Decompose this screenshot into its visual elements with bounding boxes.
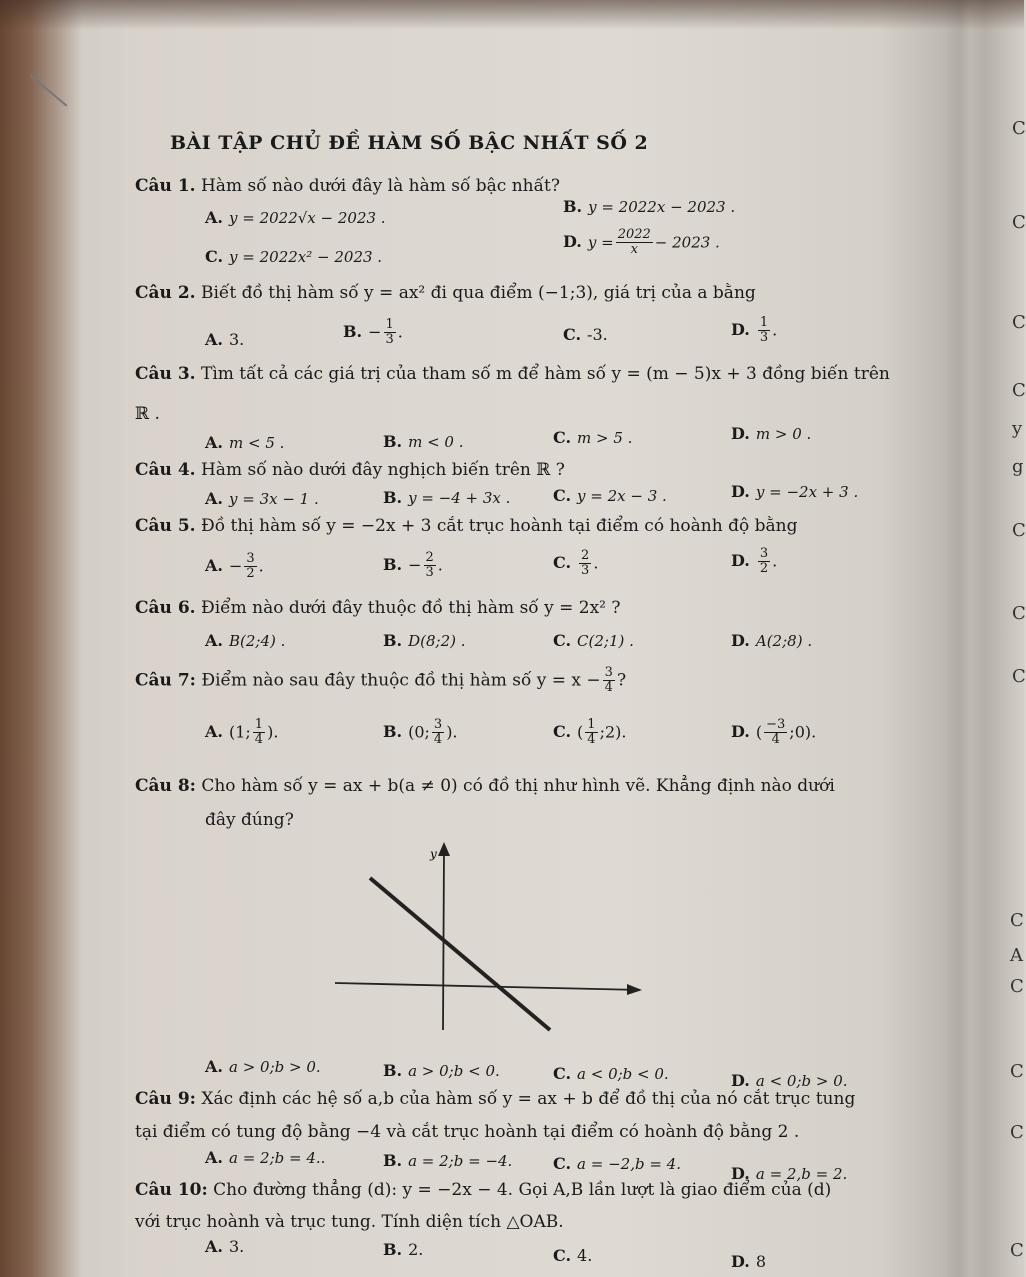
option-1b: B. y = 2022x − 2023 . — [563, 197, 736, 216]
x-axis — [335, 983, 640, 990]
question-4: Câu 4. Hàm số nào dưới đây nghịch biến trên ℝ ? — [135, 460, 565, 480]
option-5d: D. $\frac{3}{2}$ . — [731, 546, 778, 577]
question-2: Câu 2. Biết đồ thị hàm số y = ax² đi qua điểm (−1;3), giá trị của a bằng — [135, 283, 756, 303]
question-10-cont: với trục hoành và trục tung. Tính diện tích △OAB. — [135, 1212, 564, 1232]
edge-mark: C — [1012, 312, 1026, 333]
edge-mark: C — [1010, 976, 1024, 997]
option-5b: B. − $\frac{2}{3}$ . — [383, 550, 443, 581]
option-4c: C. y = 2x − 3 . — [553, 486, 667, 505]
option-6a: A. B(2;4) . — [205, 631, 286, 650]
question-text: Hàm số nào dưới đây là hàm số bậc nhất? — [200, 176, 560, 196]
option-8d: D. a < 0;b > 0. — [731, 1071, 848, 1090]
edge-mark: C — [1010, 1061, 1024, 1082]
question-6: Câu 6. Điểm nào dưới đây thuộc đồ thị hàm số y = 2x² ? — [135, 598, 621, 618]
option-3a: A. m < 5 . — [205, 433, 285, 452]
edge-mark: y — [1012, 418, 1023, 439]
option-7b: B. (0; $\frac{3}{4}$ ). — [383, 717, 458, 748]
option-9b: B. a = 2;b = −4. — [383, 1151, 513, 1170]
question-3-cont: ℝ . — [135, 404, 160, 424]
question-7: Câu 7: Điểm nào sau đây thuộc đồ thị hàm số y = x − $\frac{3}{4}$ ? — [135, 665, 627, 696]
question-9-cont: tại điểm có tung độ bằng −4 và cắt trục hoành tại điểm có hoành độ bằng 2 . — [135, 1122, 800, 1142]
option-3d: D. m > 0 . — [731, 424, 812, 443]
option-9d: D. a = 2,b = 2. — [731, 1164, 848, 1183]
edge-mark: C — [1012, 380, 1026, 401]
edge-mark: C — [1012, 212, 1026, 233]
option-10b: B. 2. — [383, 1240, 424, 1259]
edge-mark: C — [1010, 910, 1024, 931]
option-6b: B. D(8;2) . — [383, 631, 466, 650]
option-5a: A. − $\frac{3}{2}$ . — [205, 551, 264, 582]
edge-mark: C — [1012, 603, 1026, 624]
option-6c: C. C(2;1) . — [553, 631, 634, 650]
question-8: Câu 8: Cho hàm số y = ax + b(a ≠ 0) có đồ thị như hình vẽ. Khẳng định nào dưới — [135, 776, 835, 796]
option-6d: D. A(2;8) . — [731, 631, 813, 650]
y-axis-arrow — [438, 842, 450, 856]
option-1d: D. y = $\frac{2022}{x}$ − 2023 . — [563, 227, 720, 258]
paper-clip-wire — [29, 74, 67, 106]
edge-mark: C — [1012, 118, 1026, 139]
question-9: Câu 9: Xác định các hệ số a,b của hàm số y = ax + b để đồ thị của nó cắt trục tung — [135, 1089, 856, 1109]
edge-mark: C — [1010, 1122, 1024, 1143]
option-7d: D. ( $\frac{-3}{4}$ ;0). — [731, 717, 817, 748]
question-5: Câu 5. Đồ thị hàm số y = −2x + 3 cắt trục hoành tại điểm có hoành độ bằng — [135, 516, 798, 536]
option-8b: B. a > 0;b < 0. — [383, 1061, 500, 1080]
question-10: Câu 10: Cho đường thẳng (d): y = −2x − 4. Gọi A,B lần lượt là giao điểm của (d) — [135, 1180, 832, 1200]
edge-mark: g — [1012, 456, 1024, 477]
option-10c: C. 4. — [553, 1246, 593, 1265]
option-8a: A. a > 0;b > 0. — [205, 1057, 321, 1076]
option-2c: C. -3. — [563, 325, 608, 344]
edge-mark: C — [1012, 520, 1026, 541]
question-3: Câu 3. Tìm tất cả các giá trị của tham số m để hàm số y = (m − 5)x + 3 đồng biến trên — [135, 364, 890, 384]
x-axis-arrow — [627, 984, 642, 995]
option-7c: C. ( $\frac{1}{4}$ ;2). — [553, 717, 627, 748]
option-7a: A. (1; $\frac{1}{4}$ ). — [205, 717, 279, 748]
edge-mark: A — [1010, 945, 1023, 966]
option-1c: C. y = 2022x² − 2023 . — [205, 247, 383, 266]
page-title: BÀI TẬP CHỦ ĐỀ HÀM SỐ BẬC NHẤT SỐ 2 — [170, 132, 649, 154]
question-label: Câu 1. — [135, 176, 196, 196]
option-2d: D. $\frac{1}{3}$ . — [731, 315, 778, 346]
option-8c: C. a < 0;b < 0. — [553, 1064, 669, 1083]
question-1 — [135, 176, 560, 196]
option-2a: A. 3. — [205, 330, 245, 349]
graph-line — [370, 878, 550, 1030]
option-9c: C. a = −2,b = 4. — [553, 1154, 681, 1173]
line-graph-figure — [330, 840, 660, 1040]
option-2b: B. − $\frac{1}{3}$ . — [343, 317, 403, 348]
option-9a: A. a = 2;b = 4.. — [205, 1148, 326, 1167]
option-1a: A. y = 2022√x − 2023 . — [205, 208, 386, 227]
edge-mark: C — [1012, 666, 1026, 687]
option-3c: C. m > 5 . — [553, 428, 633, 447]
option-4d: D. y = −2x + 3 . — [731, 482, 859, 501]
option-5c: C. $\frac{2}{3}$ . — [553, 548, 599, 579]
edge-mark: C — [1010, 1240, 1024, 1261]
option-3b: B. m < 0 . — [383, 432, 464, 451]
option-4b: B. y = −4 + 3x . — [383, 488, 511, 507]
y-axis-label: y — [430, 847, 437, 861]
option-10a: A. 3. — [205, 1237, 245, 1256]
question-8-cont: đây đúng? — [205, 810, 294, 830]
option-4a: A. y = 3x − 1 . — [205, 489, 319, 508]
option-10d: D. 8 — [731, 1252, 767, 1271]
